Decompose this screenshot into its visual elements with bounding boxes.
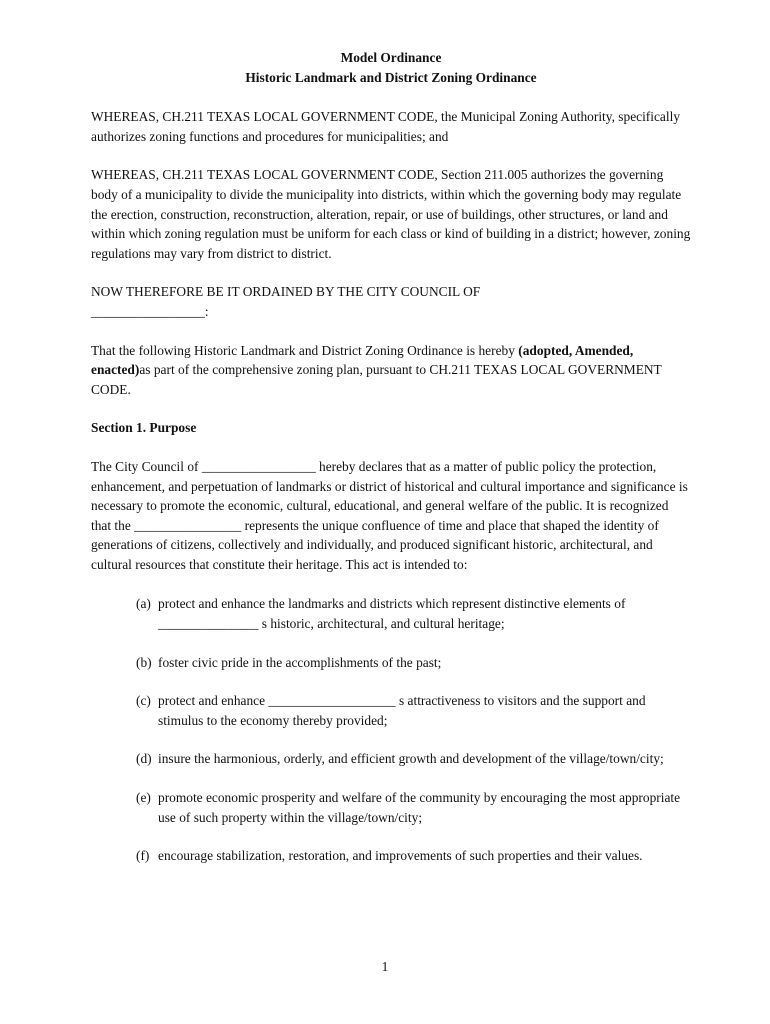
- list-marker: (b): [136, 654, 152, 670]
- list-item-text: protect and enhance ___________________ s attractiveness to visitors and the support and stimulus to the economy thereby provided;: [158, 693, 646, 728]
- document-title-line-2: Historic Landmark and District Zoning Ordinance: [245, 69, 537, 85]
- purpose-item-e: [91, 788, 691, 827]
- section-1-body: The City Council of _________________ hereby declares that as a matter of public policy the protection, enhancement, and perpetuation of landmarks or district of historical and cultural importance and significance is necessary to promote the economic, cultural, educational, and general welfare of the public. It is recognized that the ________________ represents the unique confluence of time and place that shaped the identity of generations of citizens, collectively and individually, and produced significant historic, architectural, and cultural resources that constitute their heritage. This act is intended to:: [91, 458, 688, 572]
- adoption-text-before: That the following Historic Landmark and District Zoning Ordinance is hereby: [91, 342, 519, 358]
- purpose-item-d: [91, 749, 691, 769]
- whereas-paragraph-2: WHEREAS, CH.211 TEXAS LOCAL GOVERNMENT CODE, Section 211.005 authorizes the governing body of a municipality to divide the municipality into districts, within which the governing body may regulate the erection, construction, reconstruction, alteration, repair, or use of buildings, other structures, or land and within which zoning regulation must be uniform for each class or kind of building in a district; however, zoning regulations may vary from district to district.: [91, 167, 691, 261]
- ordained-line-1: NOW THEREFORE BE IT ORDAINED BY THE CITY COUNCIL OF: [91, 284, 481, 300]
- adoption-paragraph: [91, 341, 691, 400]
- list-item-text: promote economic prosperity and welfare of the community by encouraging the most appropriate use of such property within the village/town/city;: [158, 790, 681, 825]
- list-marker: (d): [136, 751, 152, 767]
- purpose-item-a: [91, 594, 691, 633]
- adoption-options-bold: (adopted, Amended, enacted): [91, 342, 634, 378]
- ordained-line-2: _________________:: [91, 303, 209, 319]
- adoption-text-after: as part of the comprehensive zoning plan, pursuant to CH.211 TEXAS LOCAL GOVERNMENT CODE.: [91, 362, 662, 397]
- purpose-item-f: [91, 846, 691, 866]
- purpose-list: [91, 594, 691, 865]
- purpose-item-b: [91, 653, 691, 673]
- whereas-paragraph-1: WHEREAS, CH.211 TEXAS LOCAL GOVERNMENT CODE, the Municipal Zoning Authority, specifically authorizes zoning functions and procedures for municipalities; and: [91, 109, 681, 144]
- list-item-text: encourage stabilization, restoration, and improvements of such properties and their values.: [158, 848, 643, 864]
- list-marker: (e): [136, 790, 151, 806]
- purpose-item-c: [91, 691, 691, 730]
- list-marker: (a): [136, 596, 151, 612]
- section-1-heading: Section 1. Purpose: [91, 420, 197, 436]
- document-page: [91, 48, 691, 885]
- list-marker: (c): [136, 693, 151, 709]
- ordained-paragraph: [91, 282, 691, 321]
- page-number: 1: [381, 959, 389, 974]
- list-marker: (f): [136, 848, 150, 864]
- list-item-text: insure the harmonious, orderly, and efficient growth and development of the village/town/city;: [158, 751, 664, 767]
- list-item-text: protect and enhance the landmarks and districts which represent distinctive elements of _______________ s historic, architectural, and cultural heritage;: [158, 596, 626, 632]
- list-item-text: foster civic pride in the accomplishments of the past;: [158, 654, 442, 670]
- document-title-line-1: Model Ordinance: [340, 50, 442, 65]
